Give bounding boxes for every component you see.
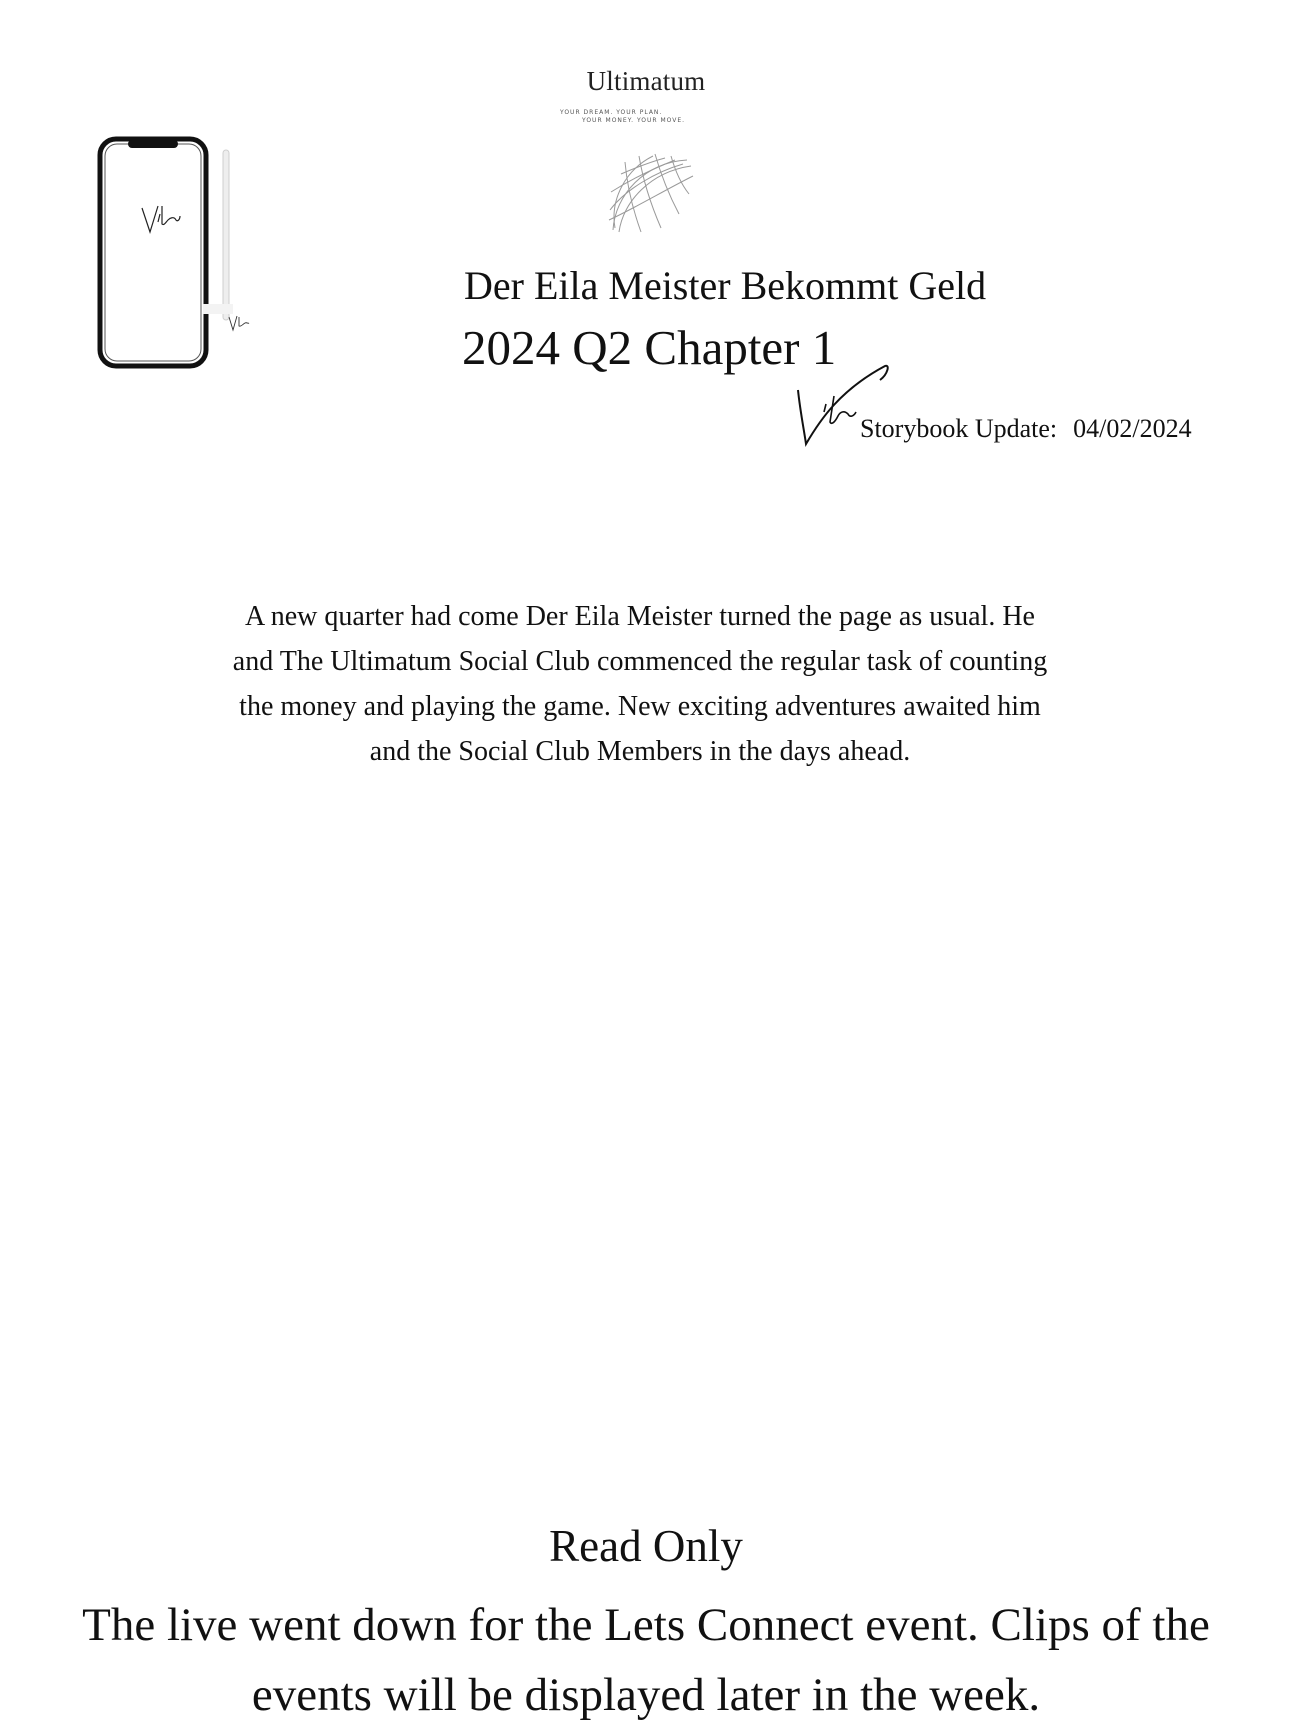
update-date: 04/02/2024 bbox=[1073, 414, 1192, 443]
tagline-line-1: YOUR DREAM. YOUR PLAN. bbox=[560, 109, 663, 116]
vita-signature-icon-small bbox=[228, 314, 250, 332]
read-only-label: Read Only bbox=[549, 1521, 743, 1571]
brand-name: Ultimatum bbox=[586, 66, 706, 96]
vita-signature-icon bbox=[140, 202, 182, 236]
storybook-update bbox=[860, 414, 1192, 444]
tagline-line-2: YOUR MONEY. YOUR MOVE. bbox=[582, 117, 686, 124]
update-label: Storybook Update: bbox=[860, 414, 1058, 443]
brand-tagline bbox=[560, 109, 730, 125]
live-notice: The live went down for the Lets Connect event. Clips of the events will be displayed later in the week. bbox=[82, 1599, 1210, 1721]
story-paragraph: A new quarter had come Der Eila Meister turned the page as usual. He and The Ultimatum Social Club commenced the regular task of counting the money and playing the game. New exciting adventures awaited him and the Social Club Members in the days ahead. bbox=[232, 601, 1048, 767]
story-title: Der Eila Meister Bekommt Geld bbox=[464, 263, 987, 308]
chapter-title: 2024 Q2 Chapter 1 bbox=[462, 320, 837, 375]
smartphone-icon bbox=[95, 136, 285, 371]
globe-icon bbox=[605, 150, 695, 234]
